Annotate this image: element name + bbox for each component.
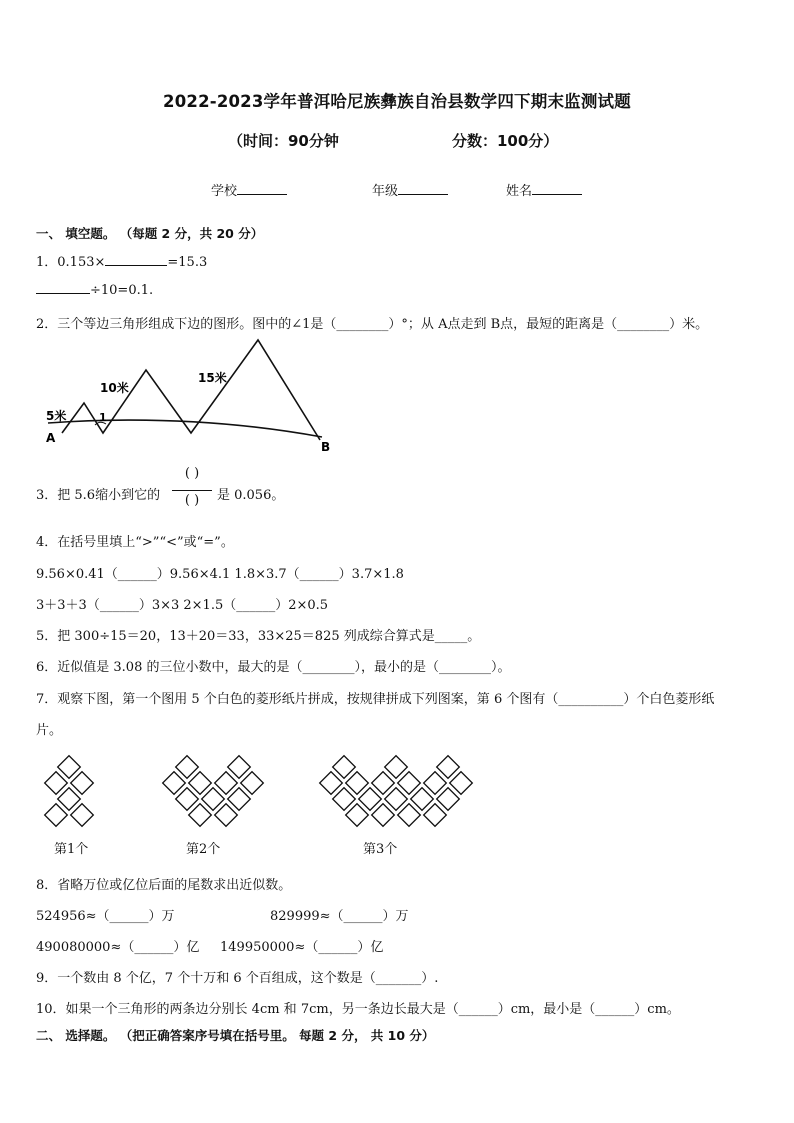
pattern-1	[32, 756, 107, 827]
question-9: 9．一个数由 8 个亿，7 个十万和 6 个百组成，这个数是（_______）.	[36, 971, 439, 986]
triangle-diagram	[40, 330, 340, 454]
q1a-suffix: =15.3	[167, 255, 208, 270]
label-a: A	[46, 431, 56, 445]
question-6: 6．近似值是 3.08 的三位小数中，最大的是（________），最小的是（________）。	[36, 660, 511, 675]
label-10m: 10米	[100, 381, 129, 395]
fraction-bar	[172, 490, 212, 491]
name-label: 姓名	[506, 184, 533, 199]
q1a-blank[interactable]	[105, 254, 167, 266]
question-3-suffix: 是 0.056。	[217, 488, 285, 503]
school-field[interactable]	[211, 180, 287, 199]
caption-pattern-1: 第1个	[54, 842, 89, 857]
grade-field[interactable]	[372, 180, 448, 199]
question-10: 10．如果一个三角形的两条边分别长 4cm 和 7cm，另一条边长最大是（______）cm，最小是（______）cm。	[36, 1002, 680, 1017]
name-blank[interactable]	[532, 182, 582, 195]
rhombus-patterns	[30, 750, 480, 830]
question-8a: 524956≈（______）万	[36, 909, 175, 924]
label-angle-1: 1	[99, 411, 107, 424]
fraction-blank[interactable]	[170, 466, 214, 514]
question-4-row1: 9.56×0.41（______）9.56×4.1 1.8×3.7（______）3.7×1.8	[36, 567, 404, 582]
school-label: 学校	[211, 184, 238, 199]
pattern-2	[163, 756, 264, 827]
question-8c: 490080000≈（______）亿	[36, 940, 200, 955]
label-5m: 5米	[46, 409, 67, 423]
question-8b: 829999≈（______）万	[270, 909, 409, 924]
school-blank[interactable]	[237, 182, 287, 195]
grade-blank[interactable]	[398, 182, 448, 195]
question-7-line2: 片。	[36, 723, 63, 738]
question-4-row2: 3＋3＋3（______）3×3 2×1.5（______）2×0.5	[36, 598, 329, 613]
question-1b	[36, 282, 153, 298]
q1b-suffix: ÷10=0.1.	[90, 283, 154, 298]
question-2: 2．三个等边三角形组成下边的图形。图中的∠1是（________）°；从 A点走到 B点，最短的距离是（________）米。	[36, 317, 709, 332]
q1b-blank[interactable]	[36, 282, 90, 294]
question-1a	[36, 251, 207, 270]
section2-heading: 二、 选择题。 （把正确答案序号填在括号里。 每题 2 分， 共 10 分）	[36, 1028, 435, 1043]
grade-label: 年级	[372, 184, 399, 199]
pattern-3	[320, 756, 473, 827]
page-title: 2022-2023学年普洱哈尼族彝族自治县数学四下期末监测试题	[163, 92, 631, 111]
ground-line	[48, 420, 322, 437]
question-8d: 149950000≈（______）亿	[220, 940, 384, 955]
section1-heading: 一、 填空题。 （每题 2 分，共 20 分）	[36, 226, 264, 241]
name-field[interactable]	[506, 180, 582, 199]
label-15m: 15米	[198, 371, 227, 385]
question-8: 8．省略万位或亿位后面的尾数求出近似数。	[36, 878, 292, 893]
exam-score: 分数：100分）	[452, 132, 559, 150]
caption-pattern-2: 第2个	[186, 842, 221, 857]
caption-pattern-3: 第3个	[363, 842, 398, 857]
q1a-prefix: 1．0.153×	[36, 255, 106, 270]
question-7-line1: 7．观察下图，第一个图用 5 个白色的菱形纸片拼成，按规律拼成下列图案，第 6 个图有（__________）个白色菱形纸	[36, 692, 715, 707]
fraction-numerator[interactable]: ( )	[184, 466, 200, 481]
question-5: 5．把 300÷15＝20，13＋20＝33，33×25＝825 列成综合算式是_____。	[36, 629, 481, 644]
fraction-denominator[interactable]: ( )	[184, 493, 200, 508]
exam-time: （时间：90分钟	[228, 132, 339, 150]
question-3-prefix: 3．把 5.6缩小到它的	[36, 488, 161, 503]
question-4: 4．在括号里填上“>”“<”或“=”。	[36, 535, 234, 550]
label-b: B	[321, 440, 331, 454]
